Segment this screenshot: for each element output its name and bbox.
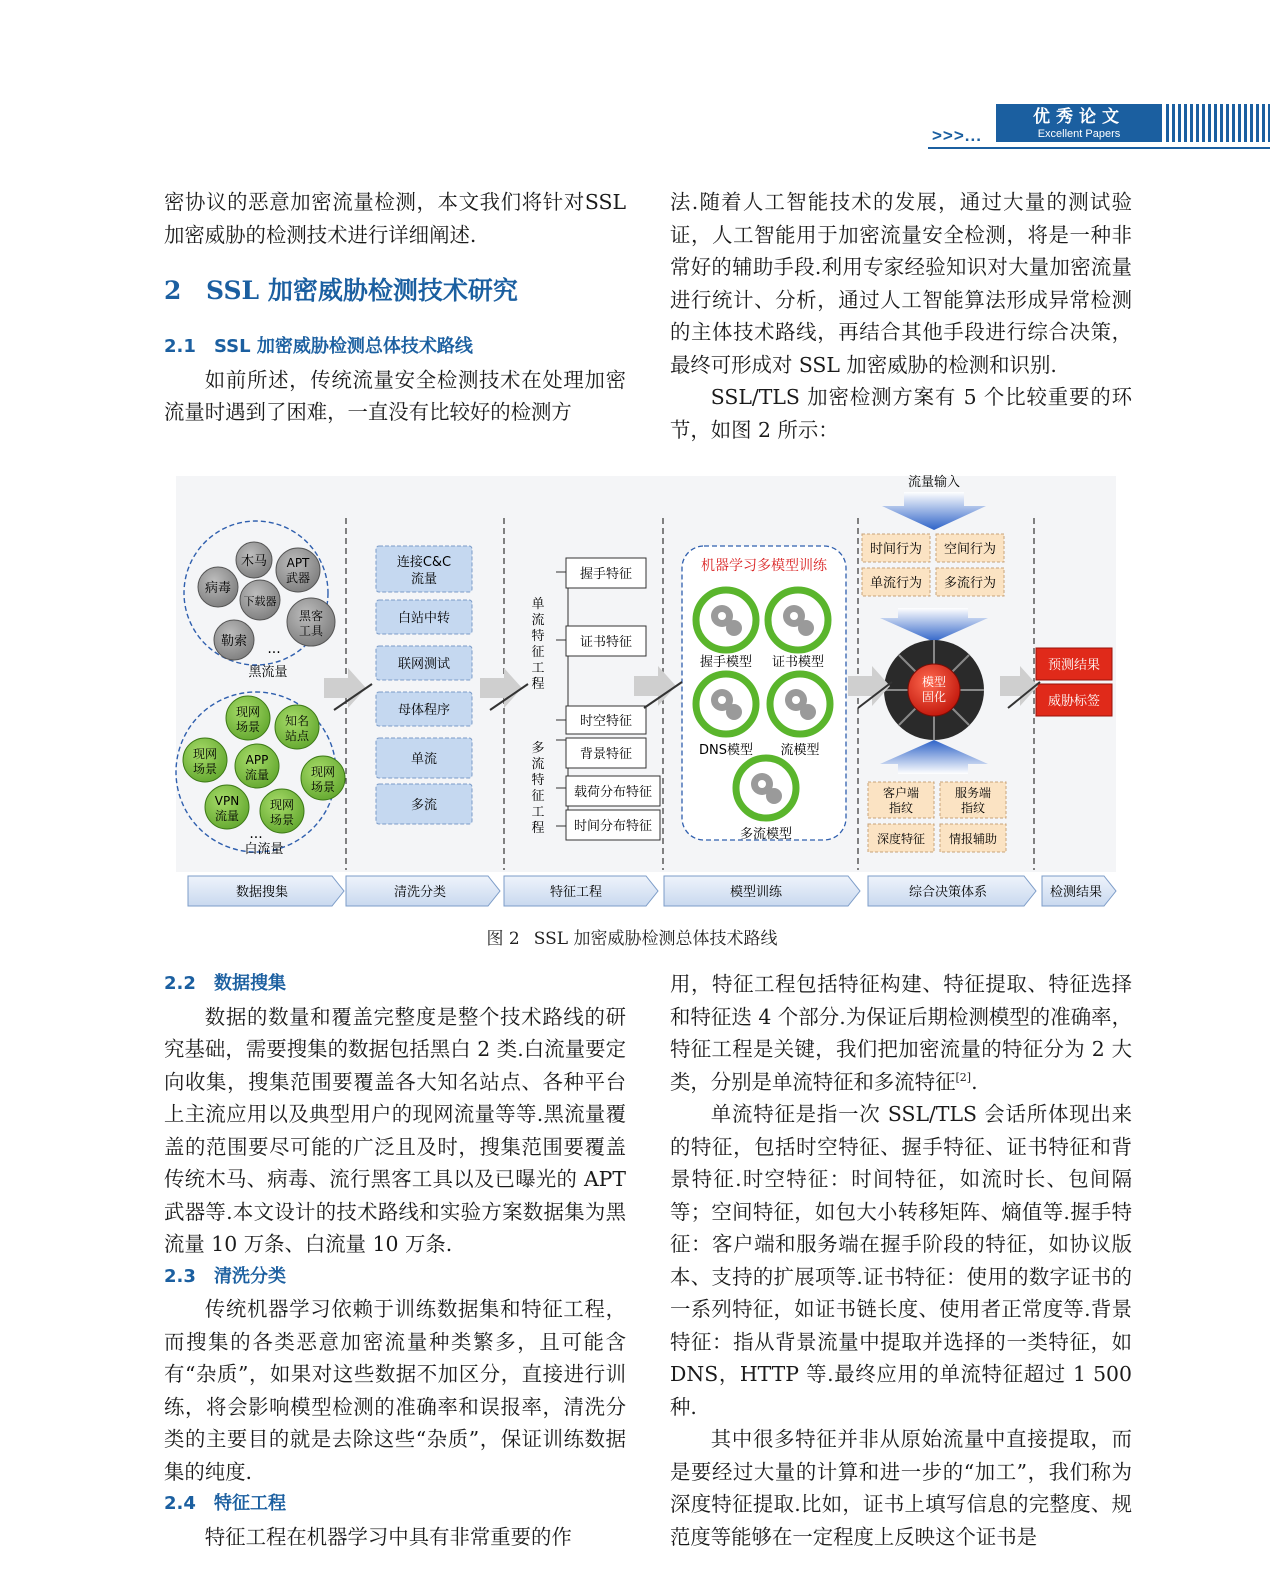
model-gear-multiflow [736,758,796,818]
citation-ref[interactable]: [2] [955,1070,972,1084]
svg-text:单: 单 [531,597,545,612]
svg-text:场景: 场景 [269,813,295,827]
header-rule [928,147,1270,149]
paragraph: 用，特征工程包括特征构建、特征提取、特征选择和特征迭 4 个部分.为保证后期检测模型的准确率，特征工程是关键，我们把加密流量的特征分为 2 大类，分别是单流特征和多流特征[2]. [670,972,1132,1094]
svg-text:背景特征: 背景特征 [579,747,633,762]
node-apt [276,548,320,592]
svg-text:机器学习多模型训练: 机器学习多模型训练 [701,558,827,574]
svg-text:多流: 多流 [410,798,438,813]
svg-text:数据搜集: 数据搜集 [235,885,289,900]
figure-caption [0,924,1278,949]
left-column-bottom [164,968,626,1553]
svg-text:武器: 武器 [285,571,311,585]
figure-2-diagram [168,470,1272,910]
paragraph: 法.随着人工智能技术的发展，通过大量的测试验证，人工智能用于加密流量安全检测，将是一种非常好的辅助手段.利用专家经验知识对大量加密流量进行统计、分析，通过人工智能算法形成异常检测的主体技术路线，再结合其他手段进行综合决策，最终可形成对 SSL 加密威胁的检测和识别. [670,190,1132,377]
svg-text:流: 流 [531,757,545,772]
svg-text:现网: 现网 [192,747,218,761]
svg-text:黑客: 黑客 [298,609,324,623]
svg-text:程: 程 [531,821,545,836]
svg-text:流: 流 [531,613,545,628]
svg-text:握手模型: 握手模型 [699,655,753,670]
subsection-heading [164,1488,626,1521]
ellipsis: ... [267,641,281,657]
svg-text:现网: 现网 [269,798,295,812]
svg-text:威胁标签: 威胁标签 [1047,694,1101,709]
figure-title: SSL 加密威胁检测总体技术路线 [533,929,778,949]
svg-text:多: 多 [531,741,545,756]
svg-text:指纹: 指纹 [888,801,914,815]
svg-text:工: 工 [531,661,545,676]
paragraph: 如前所述，传统流量安全检测技术在处理加密流量时遇到了困难，一直没有比较好的检测方 [164,367,626,424]
stage-banner [188,876,1116,906]
svg-text:流量: 流量 [214,809,240,823]
svg-text:流模型: 流模型 [780,743,820,758]
model-training-column [682,546,846,842]
svg-text:程: 程 [531,677,545,692]
svg-text:工: 工 [531,805,545,820]
svg-text:场景: 场景 [310,780,336,794]
paragraph: 数据的数量和覆盖完整度是整个技术路线的研究基础，需要搜集的数据包括黑白 2 类.白流量要定向收集，搜集范围要覆盖各大知名站点、各种平台上主流应用以及典型用户的现网流量等等.黑流量覆盖的范围要尽可能的广泛且及时，搜集范围要覆盖传统木马、病毒、流行黑客工具以及已曝光的 APT 武器等.本文设计的技术路线和实验方案数据集为黑流量 10 万条、白流量 10 万条. [164,1004,626,1256]
svg-text:证书模型: 证书模型 [771,655,825,670]
svg-text:时间分布特征: 时间分布特征 [573,819,653,834]
svg-text:单流: 单流 [410,752,438,767]
subsection-title: 数据搜集 [214,973,286,994]
svg-text:...: ... [249,826,263,842]
header-stripe-decoration [1166,104,1270,142]
section-badge-en: Excellent Papers [1037,128,1121,140]
svg-text:现网: 现网 [235,705,261,719]
svg-text:征: 征 [531,789,545,804]
subsection-heading [164,1261,626,1294]
white-traffic-label: 白流量 [244,842,284,857]
header-chevrons: >>>... [932,126,982,145]
svg-text:站点: 站点 [284,729,310,743]
svg-text:流量: 流量 [244,768,270,782]
svg-text:APP: APP [245,753,269,767]
section-number: 2 [164,276,182,305]
svg-text:特: 特 [531,773,545,788]
paragraph: SSL/TLS 加密检测方案有 5 个比较重要的环节，如图 2 所示： [670,385,1132,442]
svg-text:握手特征: 握手特征 [579,567,633,582]
svg-text:模型: 模型 [921,675,947,689]
section-title: SSL 加密威胁检测技术研究 [206,276,518,305]
svg-text:多流模型: 多流模型 [739,827,793,842]
node-label: 木马 [240,554,268,569]
subsection-number: 2.1 [164,336,196,357]
svg-text:预测结果: 预测结果 [1047,658,1101,673]
left-column-top [164,186,626,429]
subsection-heading [164,331,626,364]
model-gear-handshake [696,590,756,650]
svg-text:检测结果: 检测结果 [1049,885,1103,900]
svg-text:现网: 现网 [310,765,336,779]
svg-text:空间行为: 空间行为 [943,542,997,557]
svg-text:流量: 流量 [410,572,438,587]
node-label: 勒索 [220,634,248,649]
right-column-bottom [670,968,1132,1553]
model-solidify-turbine [884,640,984,740]
svg-text:知名: 知名 [284,714,310,728]
svg-text:指纹: 指纹 [960,801,986,815]
subsection-title: 清洗分类 [214,1265,286,1287]
svg-text:载荷分布特征: 载荷分布特征 [573,785,653,800]
node-label: 下载器 [243,595,277,608]
svg-text:白站中转: 白站中转 [397,611,451,626]
subsection-number: 2.4 [164,1493,196,1514]
svg-text:清洗分类: 清洗分类 [393,885,447,900]
svg-text:母体程序: 母体程序 [397,703,451,718]
journal-section-badge [996,104,1162,142]
svg-text:客户端: 客户端 [882,786,920,800]
svg-text:特: 特 [531,629,545,644]
svg-text:服务端: 服务端 [954,786,992,800]
svg-text:征: 征 [531,645,545,660]
svg-text:场景: 场景 [235,720,261,734]
svg-text:流量输入: 流量输入 [907,475,961,490]
svg-text:模型训练: 模型训练 [729,885,783,900]
paragraph: 单流特征是指一次 SSL/TLS 会话所体现出来的特征，包括时空特征、握手特征、证书特征和背景特征.时空特征：时间特征，如流时长、包间隔等；空间特征，如包大小转移矩阵、熵值等.握手特征：客户端和服务端在握手阶段的特征，如协议版本、支持的扩展项等.证书特征：使用的数字证书的一系列特征，如证书链长度、使用者正常度等.背景特征：指从背景流量中提取并选择的一类特征，如 DNS，HTTP 等.最终应用的单流特征超过 1 500 种. [670,1102,1132,1419]
black-traffic-label: 黑流量 [248,665,288,680]
section-heading [164,271,626,311]
svg-text:多流行为: 多流行为 [943,576,997,591]
svg-text:时间行为: 时间行为 [869,542,923,557]
right-column-top [670,186,1132,446]
svg-text:VPN: VPN [214,794,240,808]
svg-text:连接C&C: 连接C&C [396,555,452,570]
subsection-heading [164,968,626,1001]
svg-text:工具: 工具 [298,624,324,638]
model-gear-cert [768,590,828,650]
paragraph: 传统机器学习依赖于训练数据集和特征工程，而搜集的各类恶意加密流量种类繁多，且可能含有“杂质”，如果对这些数据不加区分，直接进行训练，将会影响模型检测的准确率和误报率，清洗分类的主要目的就是去除这些“杂质”，保证训练数据集的纯度. [164,1297,626,1484]
svg-text:证书特征: 证书特征 [579,635,633,650]
svg-text:固化: 固化 [921,690,947,704]
svg-text:时空特征: 时空特征 [579,714,633,729]
paragraph: 特征工程在机器学习中具有非常重要的作 [204,1524,572,1549]
svg-text:单流行为: 单流行为 [869,576,923,591]
paragraph: 密协议的恶意加密流量检测，本文我们将针对SSL加密威胁的检测技术进行详细阐述. [164,190,626,247]
paragraph: 其中很多特征并非从原始流量中直接提取，而是要经过大量的计算和进一步的“加工”，我们称为深度特征提取.比如，证书上填写信息的完整度、规范度等能够在一定程度上反映这个证书是 [670,1427,1132,1549]
svg-text:情报辅助: 情报辅助 [948,832,998,846]
svg-text:联网测试: 联网测试 [397,657,451,672]
figure-number: 图 2 [486,929,520,949]
model-gear-flow [770,674,830,734]
section-badge-cn: 优秀论文 [1033,107,1125,127]
svg-text:DNS模型: DNS模型 [699,743,753,758]
svg-text:综合决策体系: 综合决策体系 [908,885,988,900]
svg-text:深度特征: 深度特征 [876,832,926,846]
node-label: 病毒 [204,581,232,596]
subsection-title: 特征工程 [214,1493,286,1514]
subsection-number: 2.3 [164,1265,196,1287]
svg-text:场景: 场景 [192,762,218,776]
subsection-number: 2.2 [164,973,196,994]
subsection-title: SSL 加密威胁检测总体技术路线 [214,336,473,357]
svg-text:特征工程: 特征工程 [549,885,603,900]
model-gear-dns [696,674,756,734]
svg-text:APT: APT [286,556,310,570]
